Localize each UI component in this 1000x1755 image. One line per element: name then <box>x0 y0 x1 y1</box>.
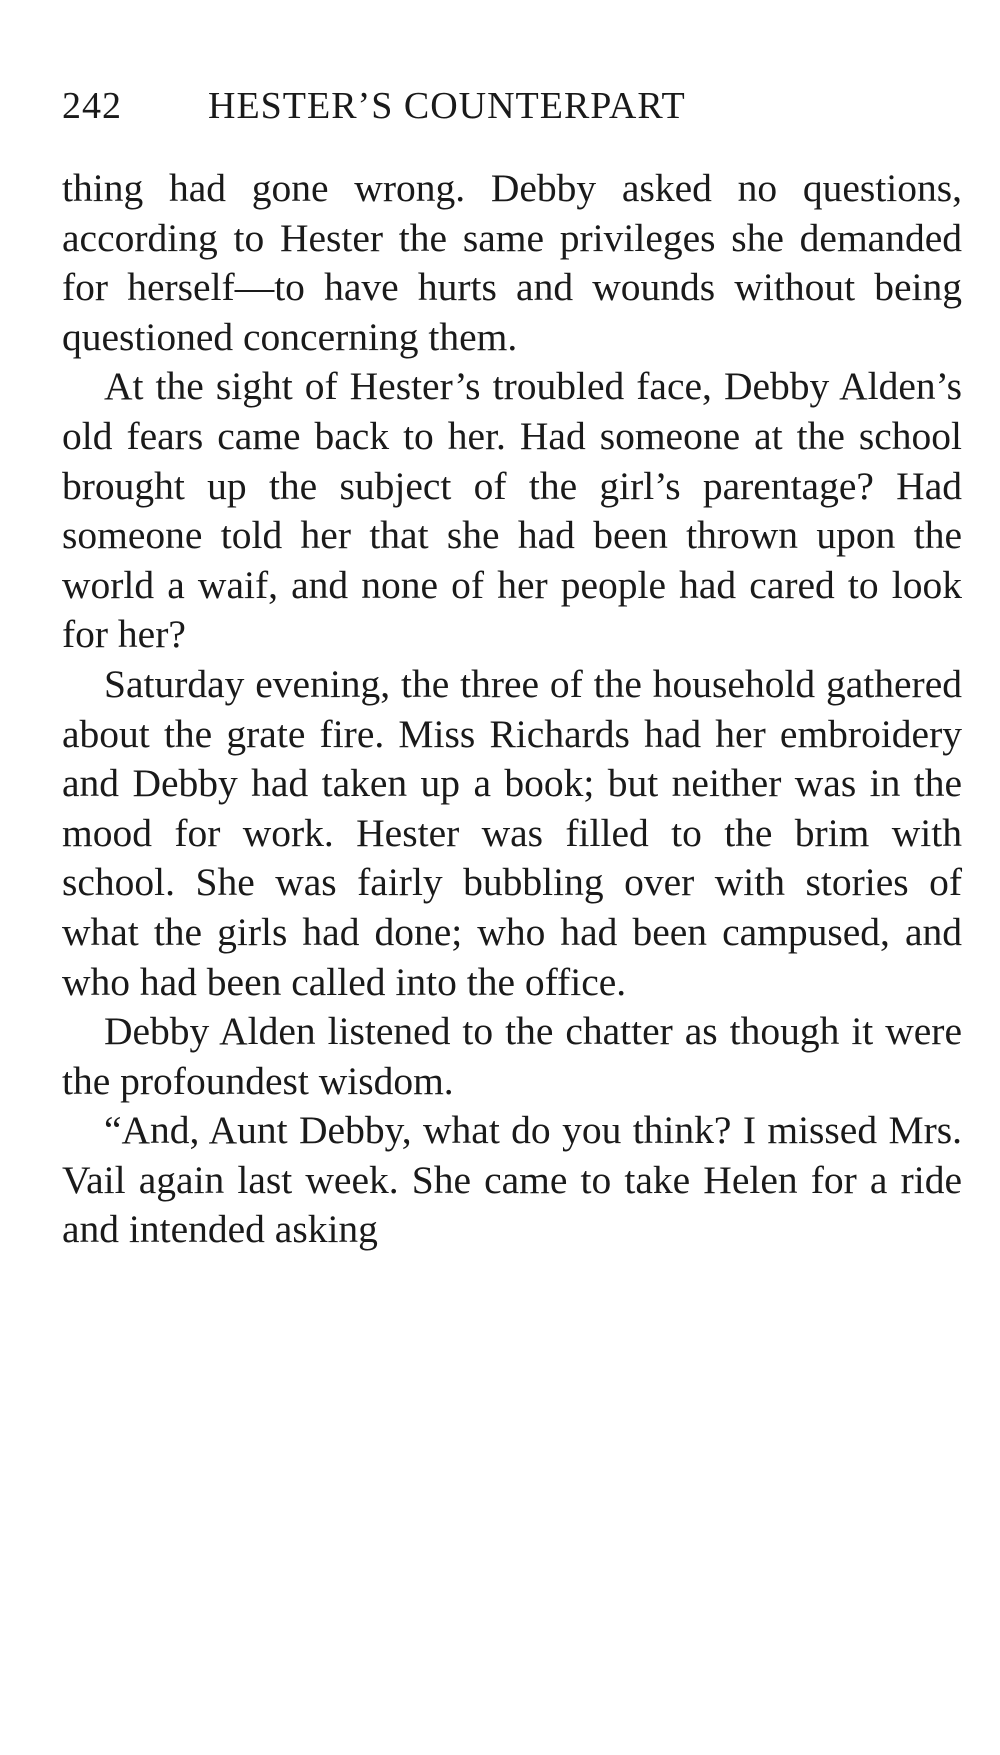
paragraph-hesters-troubled-face: At the sight of Hester’s troubled face, Debby Alden’s old fears came back to her. Had someone at the school brought up the subject of the girl’s parentage? Had someone told her that she had been thrown upon the world a waif, and none of her people had cared to look for her? <box>62 364 962 657</box>
paragraph-saturday-evening: Saturday evening, the three of the household gathered about the grate fire. Miss Richards had her embroidery and Debby had taken up a book; but neither was in the mood for work. Hester was filled to the brim with school. She was fairly bubbling over with stories of what the girls had done; who had been campused, and who had been called into the office. <box>62 661 962 1004</box>
paragraph-debby-listened: Debby Alden listened to the chatter as though it were the profoundest wisdom. <box>62 1009 962 1103</box>
body-text <box>62 164 962 1255</box>
paragraph-continuation: thing had gone wrong. Debby asked no questions, according to Hester the same privileges she demanded for herself—to have hurts and wounds without being questioned concerning them. <box>62 166 962 359</box>
book-title: HESTER’S COUNTERPART <box>208 85 686 127</box>
paragraph-aunt-debby-dialogue: “And, Aunt Debby, what do you think? I missed Mrs. Vail again last week. She came to take Helen for a ride and intended asking <box>62 1108 962 1252</box>
running-header <box>62 84 862 134</box>
page-number: 242 <box>62 85 122 127</box>
